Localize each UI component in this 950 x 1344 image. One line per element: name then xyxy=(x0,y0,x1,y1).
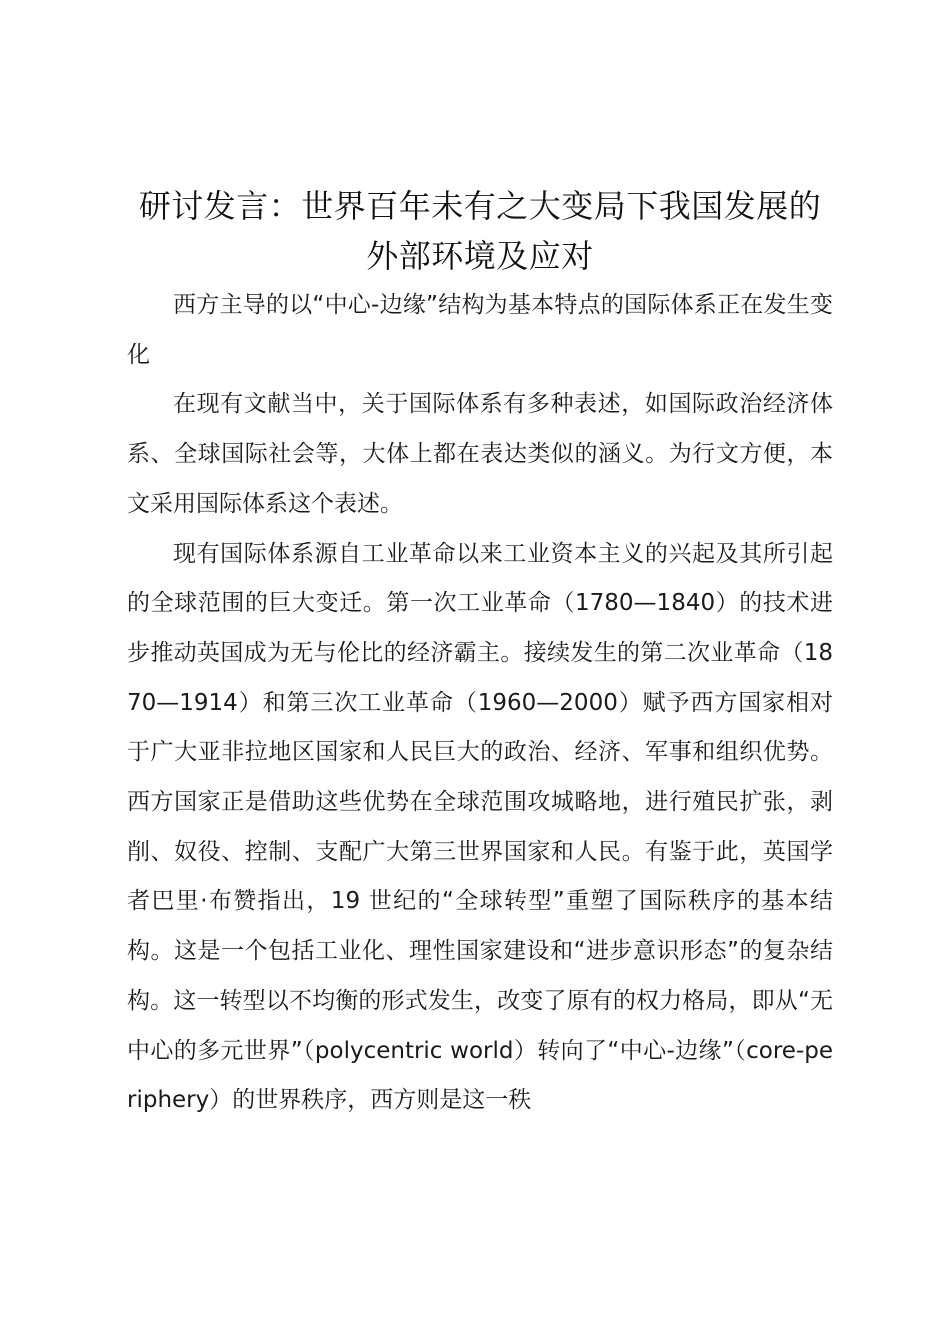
paragraph-origins: 现有国际体系源自工业革命以来工业资本主义的兴起及其所引起的全球范围的巨大变迁。第一次工业革命（1780—1840）的技术进步推动英国成为无与伦比的经济霸主。接续发生的第二次业革命（1870—1914）和第三次工业革命（1960—2000）赋予西方国家相对于广大亚非拉地区国家和人民巨大的政治、经济、军事和组织优势。西方国家正是借助这些优势在全球范围攻城略地，进行殖民扩张，剥削、奴役、控制、支配广大第三世界国家和人民。有鉴于此，英国学者巴里·布赞指出，19 世纪的“全球转型”重塑了国际秩序的基本结构。这是一个包括工业化、理性国家建设和“进步意识形态”的复杂结构。这一转型以不均衡的形式发生，改变了原有的权力格局，即从“无中心的多元世界”（polycentric world）转向了“中心-边缘”（core-periphery）的世界秩序，西方则是这一秩 xyxy=(127,540,833,1114)
paragraph-section-heading: 西方主导的以“中心-边缘”结构为基本特点的国际体系正在发生变化 xyxy=(127,292,833,368)
paragraph-terminology: 在现有文献当中，关于国际体系有多种表述，如国际政治经济体系、全球国际社会等，大体上都在表达类似的涵义。为行文方便，本文采用国际体系这个表述。 xyxy=(127,391,833,517)
document-title: 研讨发言：世界百年未有之大变局下我国发展的外部环境及应对 xyxy=(138,187,822,275)
document-body xyxy=(127,181,833,1126)
